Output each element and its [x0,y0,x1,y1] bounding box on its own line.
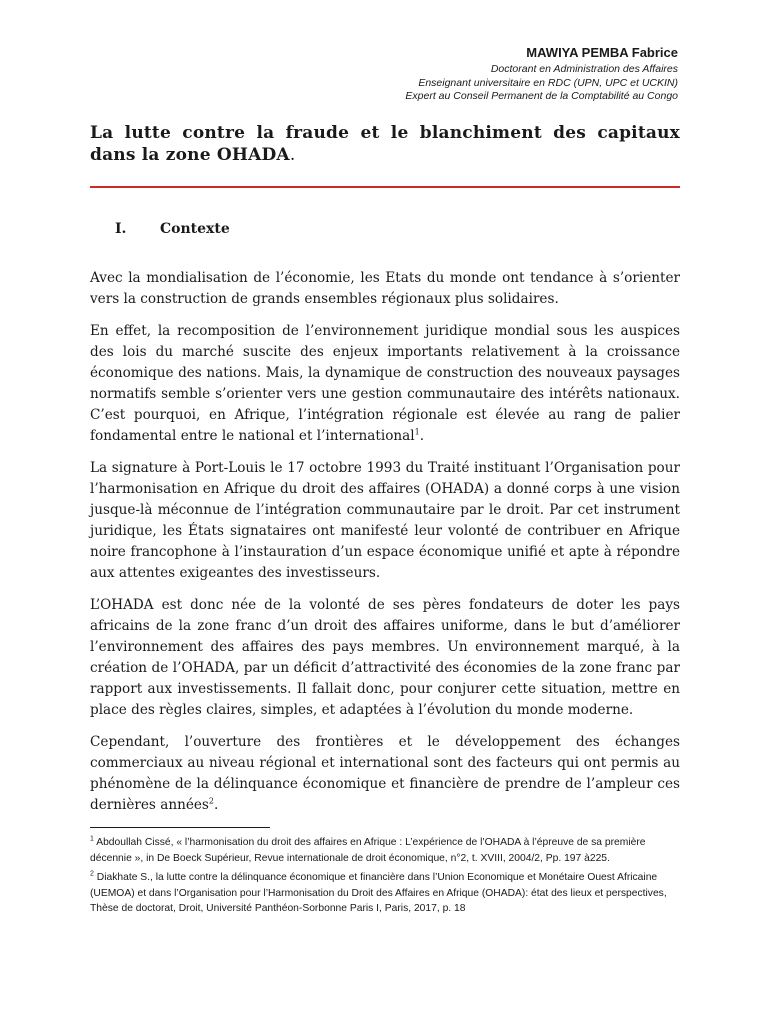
footnote-mark: 1 [90,835,94,843]
author-block [405,45,678,104]
paragraph [90,595,680,721]
footnote-text: Diakhate S., la lutte contre la délinquance économique et financière dans l’Union Economique et Monétaire Ouest Africaine (UEMOA) et dans l’Organisation pour l’Harmonisation du Droit des Affaires en Afrique (OHADA): état des lieux et perspectives, Thèse de doctorat, Droit, Université Panthéon-Sorbonne Paris I, Paris, 2017, p. 18 [90,872,667,914]
paragraph [90,268,680,310]
paragraph [90,458,680,584]
paragraph-text: Cependant, l’ouverture des frontières et le développement des échanges commerciaux au niveau régional et international sont des facteurs qui ont permis au phénomène de la délinquance économique et financière de prendre de l’ampleur ces dernières années [90,734,680,813]
footnote [90,870,680,917]
title-text: La lutte contre la fraude et le blanchiment des capitaux dans la zone OHADA [90,123,680,165]
paragraph-text: L’OHADA est donc née de la volonté de ses pères fondateurs de doter les pays africains de la zone franc d’un droit des affaires uniforme, dans le but d’améliorer l’environnement des affaires des pays membres. Un environnement marqué, à la création de l’OHADA, par un déficit d’attractivité des économies de la zone franc par rapport aux investissements. Il fallait donc, pour conjurer cette situation, mettre en place des règles claires, simples, et adaptées à l’évolution du monde moderne. [90,597,680,718]
footnote-ref[interactable]: 2 [208,796,215,806]
section-number: I. [115,221,127,237]
author-credential: Expert au Conseil Permanent de la Comptabilité au Congo [405,90,678,102]
footnote-text: Abdoullah Cissé, « l’harmonisation du droit des affaires en Afrique : L’expérience de l’OHADA à l’épreuve de sa première décennie », in De Boeck Supérieur, Revue internationale de droit économique, n°2, t. XVIII, 2004/2, Pp. 197 à225. [90,837,646,864]
paragraph [90,732,680,816]
paragraph-text: En effet, la recomposition de l’environnement juridique mondial sous les auspices des lois du marché suscite des enjeux importants relativement à la croissance économique des nations. Mais, la dynamique de construction des nouveaux paysages normatifs semble s’orienter vers une gestion communautaire des intérêts nationaux. C’est pourquoi, en Afrique, l’intégration régionale est élevée au rang de palier fondamental entre le national et l’international [90,323,680,444]
title-divider [90,186,680,188]
title-period: . [289,145,296,165]
body-text [90,268,680,827]
paragraph-text: Avec la mondialisation de l’économie, les Etats du monde ont tendance à s’orienter vers la construction de grands ensembles régionaux plus solidaires. [90,270,680,307]
paragraph-text: La signature à Port-Louis le 17 octobre 1993 du Traité instituant l’Organisation pour l’harmonisation en Afrique du droit des affaires (OHADA) a donné corps à une vision jusque-là méconnue de l’intégration communautaire par le droit. Par cet instrument juridique, les États signataires ont manifesté leur volonté de contribuer en Afrique noire francophone à l’instauration d’un espace économique unifié et apte à répondre aux attentes exigeantes des investisseurs. [90,460,680,581]
author-credential: Doctorant en Administration des Affaires [490,63,678,75]
document-title [90,122,680,166]
footnote-ref[interactable]: 1 [414,427,420,437]
footnotes [90,835,680,921]
paragraph-tail: . [419,428,425,444]
paragraph-tail: . [214,797,219,813]
footnote [90,835,680,866]
section-label: Contexte [160,221,230,237]
author-credential: Enseignant universitaire en RDC (UPN, UPC et UCKIN) [418,76,678,89]
author-name: MAWIYA PEMBA Fabrice [526,45,678,60]
footnote-divider [90,827,270,828]
paragraph [90,321,680,447]
section-heading [115,219,230,239]
footnote-mark: 2 [90,870,94,878]
